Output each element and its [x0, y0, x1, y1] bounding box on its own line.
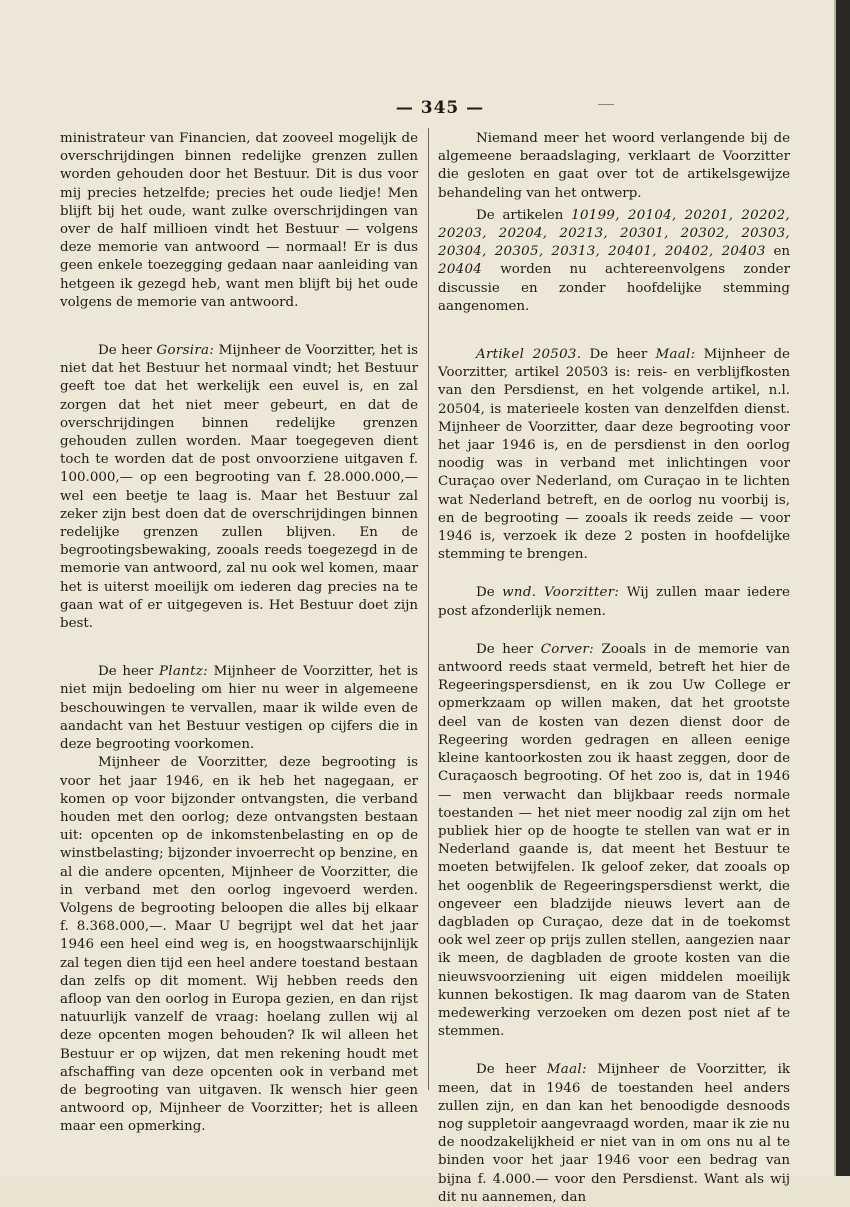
left-column [60, 130, 418, 1137]
speaker-name-plantz: Plantz: [159, 664, 208, 680]
speech-text: Wij zullen maar iedere post afzonderlijk nemen. [438, 585, 790, 619]
speech-text: Mijnheer de Voorzitter, ik meen, dat in 1946 de toestanden heel anders zullen zijn, en dan kan het benoodigde desnoods nog suppletoir aangevraagd worden, maar ik zie nu de noodzakelijkheid er niet van in om ons nu al te binden voor het jaar 1946 voor een bedrag van bijna f. 4.000.— voor den Persdienst. Want als wij dit nu aannemen, dan [438, 1062, 790, 1205]
left-paragraph-gorsira [60, 342, 418, 633]
speaker-prefix: De [476, 585, 503, 601]
articles-conjunction: en [765, 244, 790, 260]
speaker-name-corver: Corver: [540, 641, 594, 657]
speaker-name-gorsira: Gorsira: [156, 343, 215, 359]
right-paragraph-corver [438, 641, 790, 1041]
right-paragraph-articles [438, 207, 790, 316]
articles-prefix: De artikelen [476, 207, 572, 223]
speaker-prefix: De heer [98, 343, 157, 359]
article-heading: Artikel 20503. [476, 347, 582, 363]
speech-text: Mijnheer de Voorzitter, het is niet dat het Bestuur het normaal vindt; het Bestuur geeft toe dat het werkelijk een euvel is, en zal zorgen dat het niet meer gebeurt, en dat de overschrijdingen binnen redelijke grenzen gehouden zullen worden. Maar toegegeven dient toch te worden dat de post onvoorziene uitgaven f. 100.000,— op een begrooting van f. 28.000.000,— wel een beetje te laag is. Maar het Bestuur zal zeker zijn best doen dat de overschrijdingen binnen redelijke grenzen zullen blijven. En de begrootingsbewaking, zooals reeds toegezegd in de memorie van antwoord, zal nu ook wel komen, maar het is uiterst moeilijk om iederen dag precies na te gaan wat of er uitgegeven is. Het Bestuur doet zijn best. [60, 343, 418, 632]
speaker-prefix: De heer [98, 664, 159, 680]
left-paragraph-continuation: ministrateur van Financien, dat zooveel mogelijk de overschrijdingen binnen redelijke grenzen zullen worden gehouden door het Bestuur. Dit is dus voor mij precies hetzelfde; precies het oude liedje! Men blijft bij het oude, want zulke overschrijdingen van over de half millioen vindt het Bestuur — volgens deze memorie van antwoord — normaal! Er is dus geen enkele toezegging gedaan naar aanleiding van hetgeen ik gezegd heb, want men blijft bij het oude volgens de memorie van antwoord. [60, 131, 418, 310]
speaker-prefix: De heer [581, 347, 656, 363]
speech-text: Mijnheer de Voorzitter, artikel 20503 is: reis- en verblijfkosten van den Persdienst, en het volgende artikel, n.l. 20504, is materieele kosten van denzelfden dienst. Mijnheer de Voorzitter, daar deze begrooting voor het jaar 1946 is, en de persdienst in den oorlog noodig was in verband met inlichtingen voor Curaçao over Nederland, om Curaçao in te lichten wat Nederland betreft, en de oorlog nu voorbij is, en de begrooting — zooals ik reeds zeide — voor 1946 is, verzoek ik deze 2 posten in hoofdelijke stemming te brengen. [438, 347, 790, 563]
article-numbers: 10199, 20104, 20201, 20202, 20203, 20204, 20213, 20301, 20302, 20303, 20304, 20305, 20313, 20401, 20402, 20403 [438, 207, 790, 260]
right-paragraph-maal-reply [438, 1061, 790, 1207]
right-column [438, 130, 790, 1207]
speaker-prefix: De heer [476, 641, 541, 657]
right-paragraph-maal-article [438, 346, 790, 564]
page-number: — 345 — [395, 98, 485, 118]
articles-text: worden nu achtereenvolgens zonder discussie en zonder hoofdelijke stemming aangenomen. [438, 262, 790, 314]
article-number-last: 20404 [438, 262, 483, 278]
speaker-name-maal: Maal: [655, 347, 696, 363]
left-paragraph-plantz [60, 663, 418, 754]
margin-mark [598, 104, 614, 105]
right-paragraph-voorzitter [438, 584, 790, 620]
scan-edge [836, 0, 850, 1176]
left-paragraph-plantz-continued: Mijnheer de Voorzitter, deze begrooting is voor het jaar 1946, en ik heb het nagegaan, er komen op voor bijzonder ontvangsten, die verband houden met den oorlog; deze ontvangsten bestaan uit: opcenten op de inkomstenbelasting en op de winstbelasting; bijzonder invoerrecht op benzine, en al die andere opcenten, Mijnheer de Voorzitter, die in verband met den oorlog ingevoerd werden. Volgens de begrooting beloopen die alles bij elkaar f. 8.368.000,—. Maar U begrijpt wel dat het jaar 1946 een heel eind weg is, en hoogstwaarschijnlijk zal tegen dien tijd een heel andere toestand bestaan dan zelfs op dit moment. Wij hebben reeds den afloop van den oorlog in Europa gezien, en dan rijst natuurlijk vanzelf de vraag: hoelang zullen wij al deze opcenten mogen behouden? Ik wil alleen het Bestuur er op wijzen, dat men rekening houdt met afschaffing van deze opcenten ook in verband met de begrooting van uitgaven. Ik wensch hier geen antwoord op, Mijnheer de Voorzitter; het is alleen maar een opmerking. [60, 755, 418, 1135]
speech-text: Mijnheer de Voorzitter, het is niet mijn bedoeling om hier nu weer in algemeene beschouwingen te vervallen, maar ik wilde even de aandacht van het Bestuur vestigen op cijfers die in deze begrooting voorkomen. [60, 664, 418, 753]
speaker-prefix: De heer [476, 1062, 547, 1078]
speaker-name-maal: Maal: [546, 1062, 587, 1078]
right-paragraph-closing-debate: Niemand meer het woord verlangende bij de algemeene beraadslaging, verklaart de Voorzitter die gesloten en gaat over tot de artikelsgewijze behandeling van het ontwerp. [438, 131, 790, 201]
speaker-name-voorzitter: wnd. Voorzitter: [502, 585, 620, 601]
speech-text: Zooals in de memorie van antwoord reeds staat vermeld, betreft het hier de Regeeringspersdienst, en ik zou Uw College er opmerkzaam op willen maken, dat het grootste deel van de kosten van dezen dienst door de Regeering worden gedragen en alleen eenige kleine kantoorkosten zou ik haast zeggen, door de Curaçaosch begrooting. Of het zoo is, dat in 1946 — men verwacht dan blijkbaar reeds normale toestanden — het niet meer noodig zal zijn om het publiek hier op de hoogte te stellen van wat er in Nederland gaande is, dat meent het Bestuur te moeten betwijfelen. Ik geloof zeker, dat zooals op het oogenblik de Regeeringspersdienst werkt, die ongeveer een bladzijde nieuws levert aan de dagbladen op Curaçao, deze dat in de toekomst ook wel zeer op prijs zullen stellen, aangezien naar ik meen, de dagbladen de groote kosten van die nieuwsvoorziening uit eigen middelen moeilijk kunnen bekostigen. Ik mag daarom van de Staten medewerking verzoeken om dezen post niet af te stemmen. [438, 641, 790, 1040]
column-divider [428, 128, 429, 1090]
